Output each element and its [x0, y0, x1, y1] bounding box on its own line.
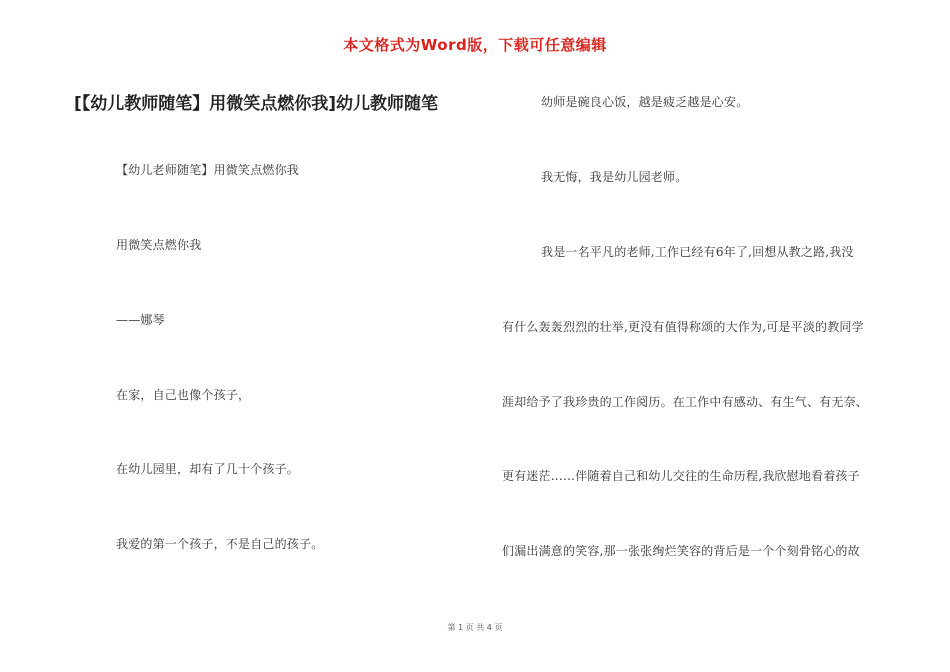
paragraph-line: 在家，自己也像个孩子，	[116, 388, 251, 402]
paragraph-line: 我是一名平凡的老师,工作已经有6年了,回想从教之路,我没	[541, 245, 854, 259]
paragraph-line: 更有迷茫……伴随着自己和幼儿交往的生命历程,我欣慰地看着孩子	[502, 469, 860, 483]
paragraph-line: 有什么轰轰烈烈的壮举,更没有值得称颂的大作为,可是平淡的教同学	[502, 320, 864, 334]
format-banner: 本文格式为Word版，下载可任意编辑	[343, 36, 607, 54]
paragraph-line: 我爱的第一个孩子，不是自己的孩子。	[116, 537, 324, 551]
paragraph-line: 我无悔，我是幼儿园老师。	[541, 170, 688, 184]
page-number-footer: 第 1 页 共 4 页	[447, 623, 503, 632]
paragraph-line: 们漏出满意的笑容,那一张张绚烂笑容的背后是一个个刻骨铭心的故	[502, 544, 860, 558]
paragraph-line: 在幼儿园里，却有了几十个孩子。	[116, 462, 300, 476]
paragraph-line: 【幼儿老师随笔】用微笑点燃你我	[116, 163, 300, 177]
paragraph-line: ——娜琴	[116, 313, 165, 327]
paragraph-line: 用微笑点燃你我	[116, 238, 202, 252]
paragraph-line: 幼师是碗良心饭，越是疲乏越是心安。	[541, 95, 749, 109]
document-title: [【幼儿教师随笔】用微笑点燃你我]幼儿教师随笔	[74, 94, 439, 114]
paragraph-line: 涯却给予了我珍贵的工作阅历。在工作中有感动、有生气、有无奈、	[502, 395, 869, 409]
